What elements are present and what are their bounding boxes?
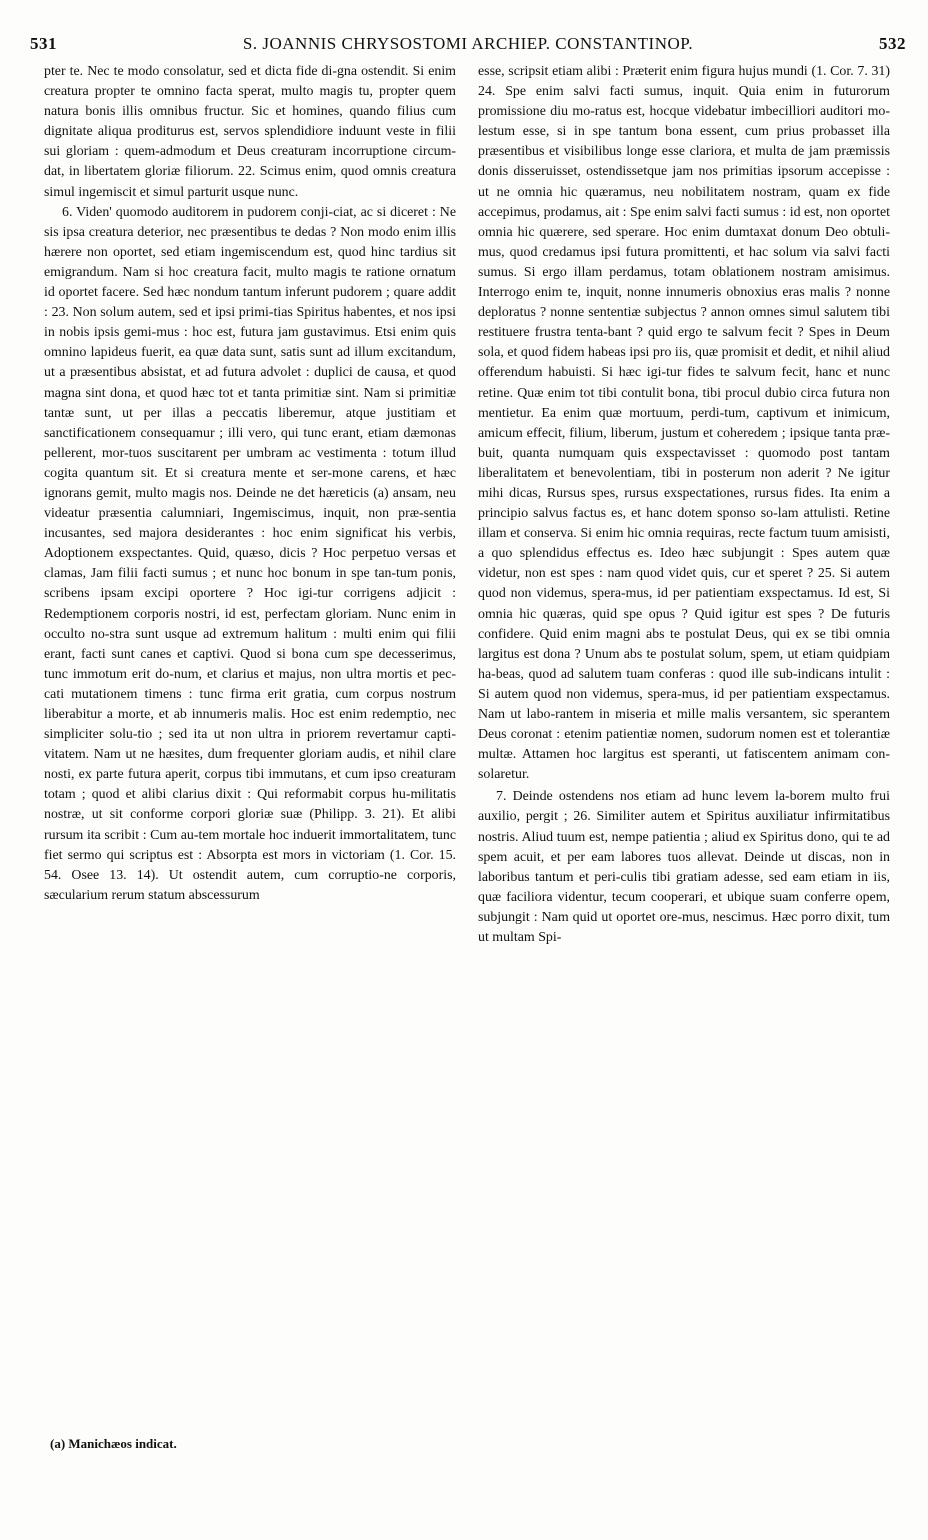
left-paragraph-2: 6. Viden' quomodo auditorem in pudorem conji-ciat, ac si diceret : Ne sis ipsa creatura deterior, nec præsentibus te dedas ? Non modo enim illis hærere non oportet, sed etiam ingemiscendum est, quod hinc tardius sit emigrandum. Nam si hoc creatura facit, multo magis te ratione ornatum id oportet facere. Sed hæc nondum tantum inferunt pudorem ; quare addit : 23. Non solum autem, sed et ipsi primi-tias Spiritus habentes, et nos ipsi in nobis ipsis gemi-mus : hoc est, futura jam gustavimus. Etsi enim quis omnino lapideus fuerit, ea quæ data sunt, satis sunt ad illum excitandum, ut a præsentibus absistat, et ad futura advolet : duplici de causa, et quod magna sint dona, et quod hæc tot et tanta primitiæ sint. Nam si primitiæ tantæ sunt, ut per illas a peccatis liberemur, atque justitiam et sanctificationem consequamur ; illi vero, qui tunc erant, etiam dæmonas pellerent, mor-tuos suscitarent per umbram ac vestimenta : totum illud cogita quantum sit. Et si creatura mente et ser-mone carens, et hæc ignorans gemit, multo magis nos. Deinde ne det hæreticis (a) ansam, neu videatur præsentia calumniari, Ingemiscimus, inquit, non præ-sentia incusantes, sed majora desiderantes : hoc enim significat his verbis, Adoptionem exspectantes. Quid, quæso, dicis ? Hoc perpetuo versas et clamas, Jam filii facti sumus ; et nunc hoc bonum in spe tan-tum ponis, scribens ipsam excipi oportere ? Hoc igi-tur corrigens adjicit : Redemptionem corporis nostri, id est, perfectam gloriam. Nunc enim in occulto no-stra sunt usque ad extremum halitum : multi enim qui filii erant, facti sunt canes et captivi. Quod si bona cum spe decesserimus, tunc immotum erit do-num, et clarius et majus, non ultra mortis et pec-cati mutationem timens : tunc firma erit gratia, cum corpus nostrum liberabitur a morte, et ab innumeris malis. Hoc est enim redemptio, nec simpliciter solu-tio ; sed ita ut non ultra in priorem revertamur capti-vitatem. Nam ut ne hæsites, dum frequenter gloriam audis, et nihil clare nosti, ex parte futura aperit, corpus tibi immutans, et cum ipso creaturam totam ; quod et alibi clarius dixit : Qui reformabit corpus hu-militatis nostræ, ut sit conforme corpori gloriæ suæ (Philipp. 3. 21). Et alibi rursum ita scribit : Cum au-tem mortale hoc induerit immortalitatem, tunc fiet sermo qui scriptus est : Absorpta est mors in victoriam (1. Cor. 15. 54. Osee 13. 14). Ut ostendit autem, cum corruptio-ne corporis, sæcularium rerum statum abscessurum bbox=[44, 204, 456, 903]
right-paragraph-1: esse, scripsit etiam alibi : Præterit enim figura hujus mundi (1. Cor. 7. 31) 24. Spe enim salvi facti sumus, inquit. Quia enim in futurorum promissione diu mo-ratus est, hocque videbatur imbecilliori auditori mo-lestum esse, si in spe tantum bona essent, cum prius probasset illa præsentibus et visibilibus longe esse clariora, et multa de jam præmissis donis disseruisset, ostendissetque jam nos primitias ipsorum accepisse : ut ne omnia hic quæramus, neu nobilitatem nostram, quam ex fide accepimus, prodamus, ait : Spe enim salvi facti sumus : id est, non oportet omnia hic quærere, sed sperare. Hoc enim dumtaxat donum Deo obtuli-mus, quod credamus ipsi futura promittenti, et hac solum via salvi facti sumus. Si ergo illam perdamus, totam oblationem nostram amisimus. Interrogo enim te, inquit, nonne innumeris obnoxius eras malis ? nonne deploratus ? nonne sententiæ subjectus ? annon omnes simul salutem tibi restituere frustra tenta-bant ? quid ergo te salvum fecit ? Spes in Deum sola, et quod fidem habeas ipsi pro iis, quæ promisit et dedit, et nihil aliud offerendum habuisti. Si hæc igi-tur fides te salvum fecit, hanc et nunc retine. Quæ enim tot tibi contulit bona, tibi procul dubio circa futura non mentietur. Ea enim quæ mortuum, perdi-tum, captivum et inimicum, amicum effecit, filium, liberum, justum et coheredem ; ipsique tanta præ-buit, quanta numquam quis exspectavisset : quomodo post tantam liberalitatem et benevolentiam, tibi in posterum non aderit ? Ne igitur mihi dicas, Rursus spes, rursus exspectationes, rursus fides. Ita enim a principio salvus factus es, et hanc dotem sponso so-lam attulisti. Retine illam et conserva. Si enim hic omnia requiras, recte factum tuum amisisti, a quo splendidus effectus es. Ideo hæc subjungit : Spes autem quæ videtur, non est spes : nam quod videt quis, cur et speret ? 25. Si autem quod non videmus, spera-mus, id per patientiam exspectamus. Id est, Si omnia hic quæras, quid spe opus ? Quid igitur est spes ? De futuris confidere. Quid enim magni abs te postulat Deus, qui ex se tibi omnia largitus est dona ? Unum abs te postulat solum, spem, ut etiam quidpiam ha-beas, quod ad salutem tuam conferas : quod ille sub-indicans intulit : Si autem quod non videmus, spera-mus, id per patientiam exspectamus. Nam ut labo-rantem in miseria et mille malis versantem, sic sperantem Deus coronat : etenim patientiæ nomen, sudorum nomen est et tolerantiæ multæ. Attamen hoc largitus est speranti, ut fatiscentem animam con-solaretur. bbox=[478, 64, 891, 783]
right-column bbox=[478, 62, 890, 948]
footnote: (a) Manichæos indicat. bbox=[50, 1436, 177, 1451]
left-paragraph-1: pter te. Nec te modo consolatur, sed et dicta fide di-gna ostendit. Si enim creatura propter te omnino facta sperat, multo magis tu, propter quem natura bonis illis omnibus fructur. Sic et homines, quando filius cum dignitate aliqua proditurus est, servos splendidiore induunt veste in filii sui gloriam : quem-admodum et Deus creaturam incorruptione circum-dat, in libertatem gloriæ filiorum. 22. Scimus enim, quod omnis creatura simul ingemiscit et simul parturit usque nunc. bbox=[44, 64, 456, 200]
right-paragraph-2: 7. Deinde ostendens nos etiam ad hunc levem la-borem multo frui auxilio, pergit ; 26. Similiter autem et Spiritus auxiliatur infirmitatibus nostris. Aliud tuum est, nempe patientia ; aliud ex Spiritus dono, qui te ad spem acuit, et per eam labores tuos allevat. Deinde ut discas, non in laboribus tantum et peri-culis tibi gratiam adesse, sed eam etiam in iis, quæ faciliora videntur, tecum cooperari, et ubique suam conferre opem, subjungit : Nam quid ut oportet ore-mus, nescimus. Hæc porro dixit, tum ut multam Spi- bbox=[478, 789, 890, 946]
page-number-right: 532 bbox=[879, 34, 906, 53]
page-number-left: 531 bbox=[30, 34, 57, 53]
running-head bbox=[30, 34, 906, 58]
left-column bbox=[44, 62, 456, 906]
running-title: S. JOANNIS CHRYSOSTOMI ARCHIEP. CONSTANTINOP. bbox=[242, 34, 694, 53]
